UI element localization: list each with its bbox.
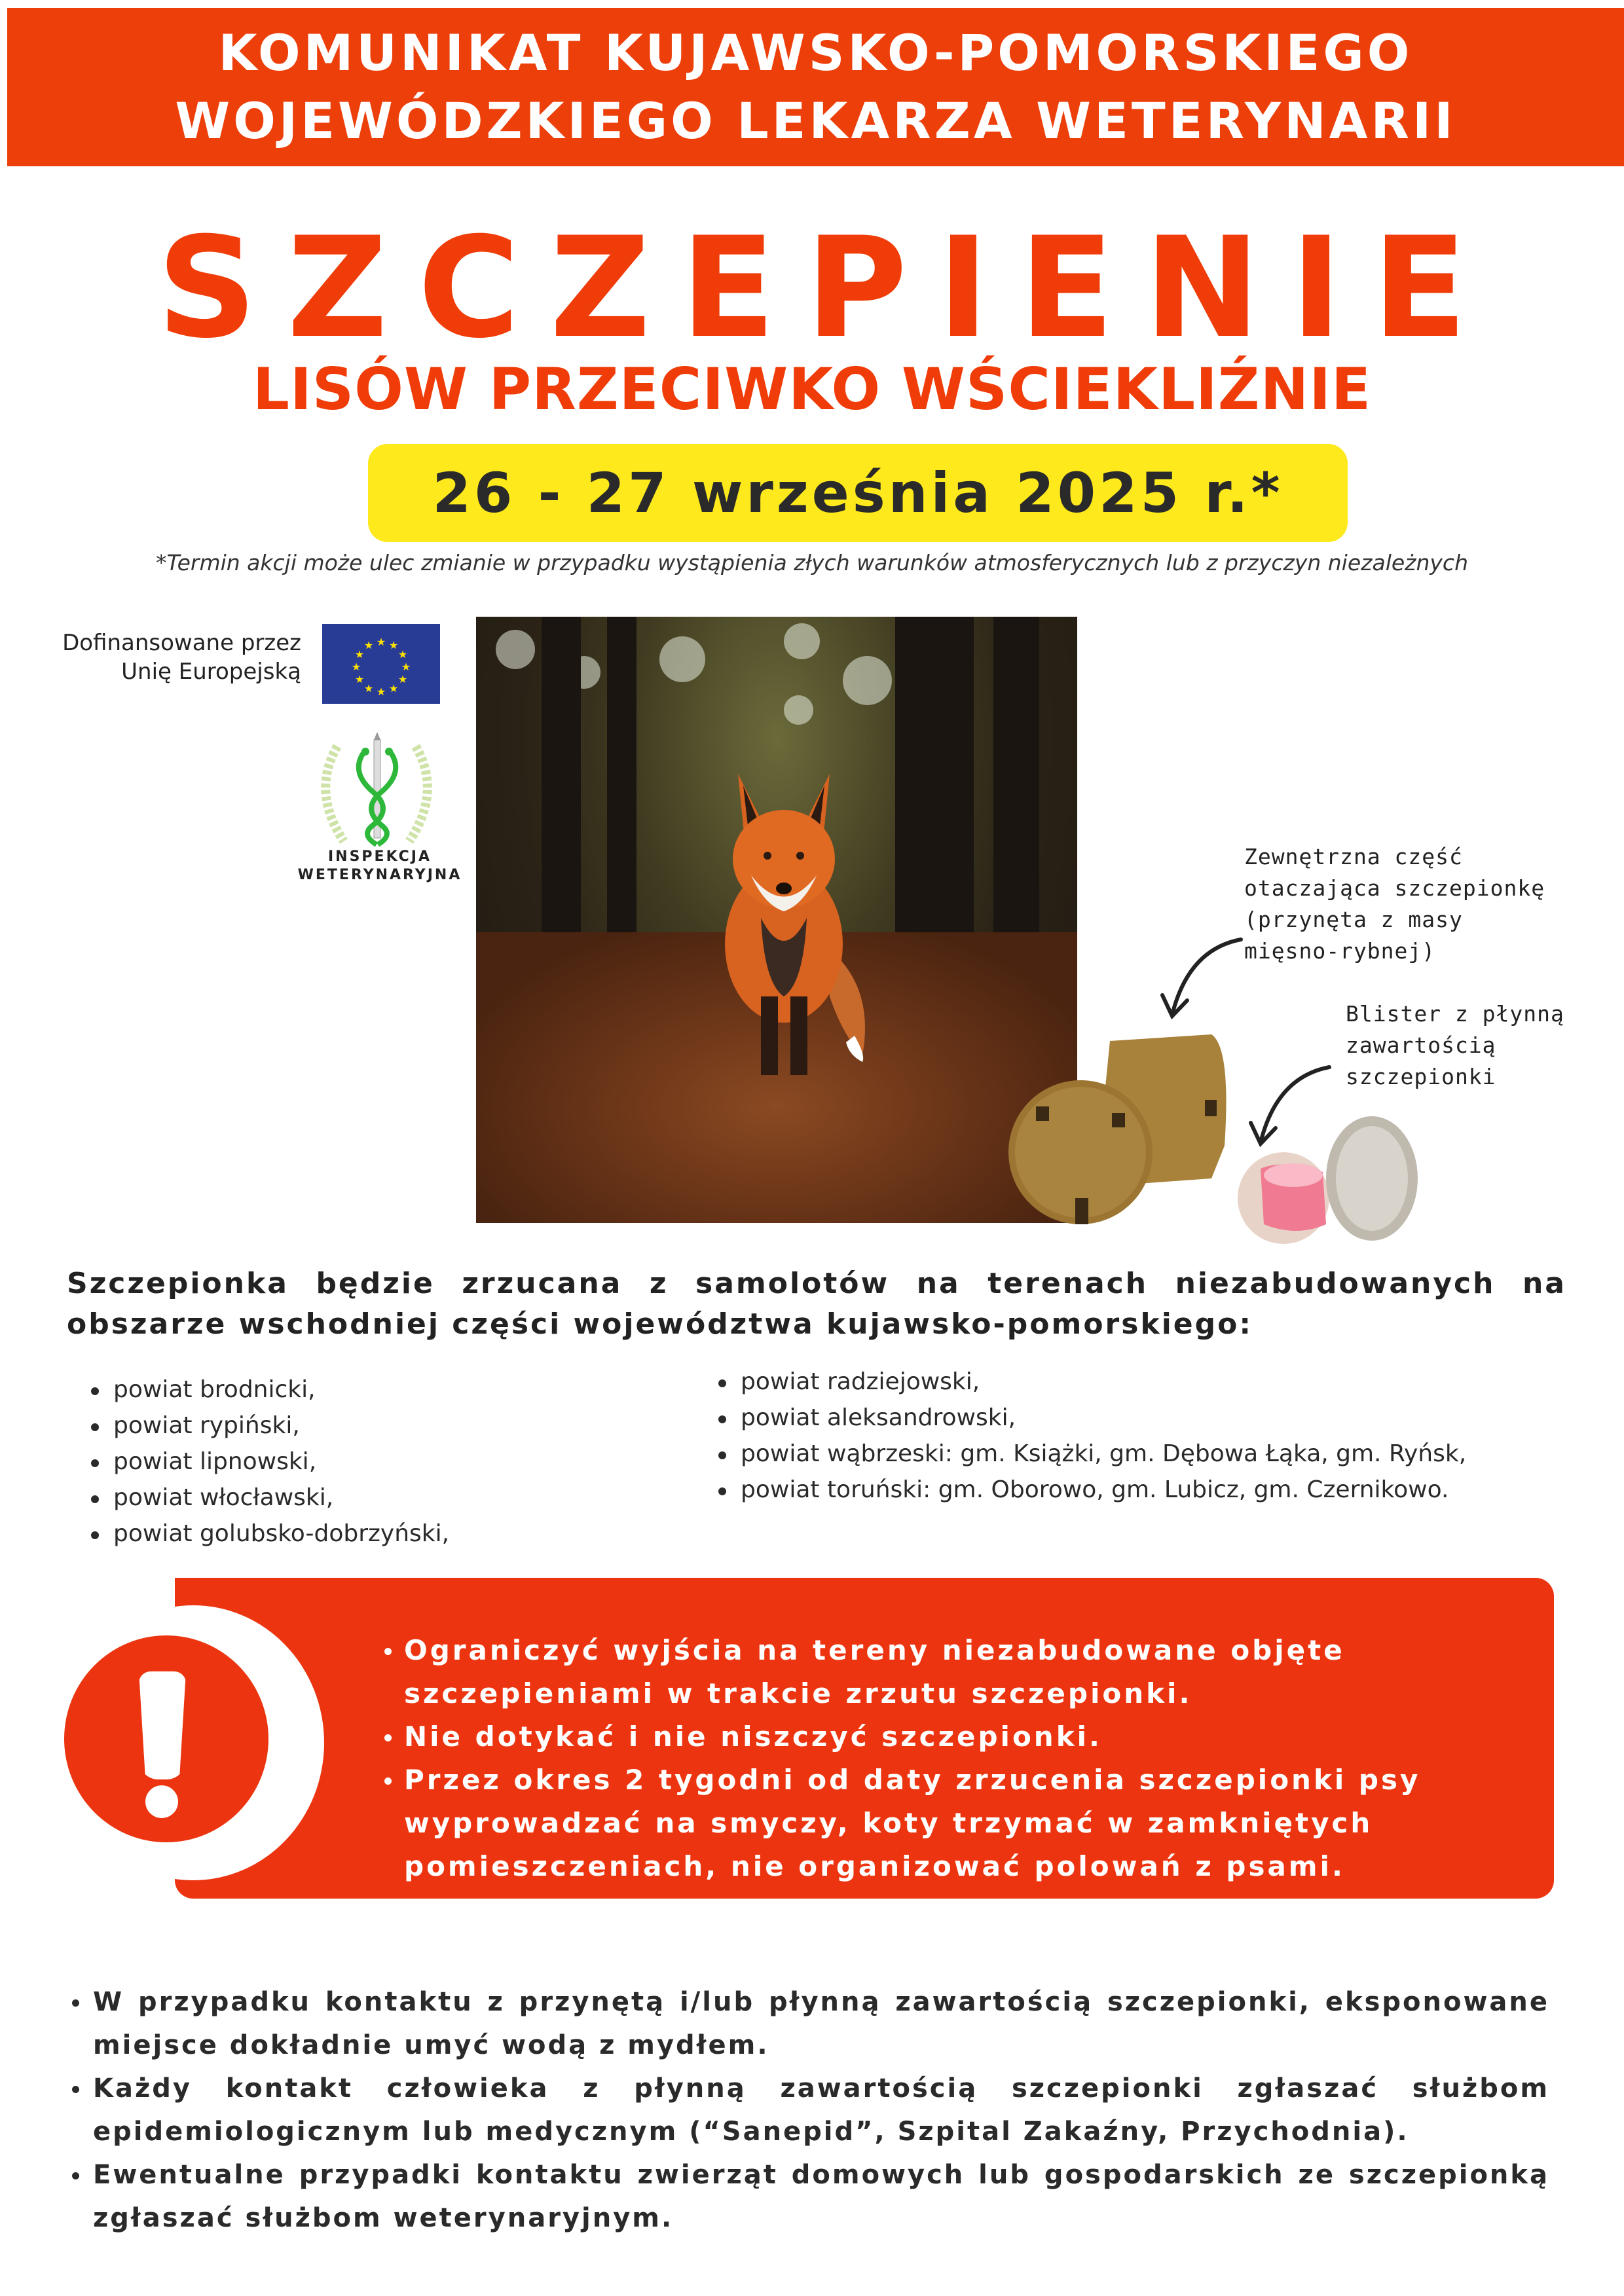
exclamation-bar-icon bbox=[139, 1671, 186, 1779]
bait-annotation-line: Zewnętrzna część bbox=[1244, 844, 1463, 869]
warning-list bbox=[383, 1629, 1529, 1888]
eu-flag-icon: ★ ★ ★ ★ ★ ★ ★ ★ ★ ★ ★ ★ bbox=[322, 624, 440, 704]
district-label: powiat radziejowski, bbox=[741, 1368, 980, 1395]
bullet-icon bbox=[384, 1648, 392, 1655]
contact-instruction-item bbox=[69, 2153, 1549, 2240]
bullet-icon bbox=[718, 1487, 726, 1495]
warning-item bbox=[383, 1758, 1529, 1888]
district-item bbox=[716, 1400, 1466, 1436]
contact-instruction-text: Każdy kontakt człowieka z płynną zawartością szczepionki zgłaszać służbom epidemiologicznym lub medycznym (“Sanepid”, Szpital Zakaźny, Przychodnia). bbox=[93, 2073, 1549, 2147]
veterinary-caduceus-logo-icon bbox=[298, 727, 455, 858]
district-label: powiat wąbrzeski: gm. Książki, gm. Dębowa Łąka, gm. Ryńsk, bbox=[741, 1440, 1467, 1467]
district-item bbox=[88, 1408, 449, 1444]
district-list-left bbox=[88, 1372, 449, 1552]
bullet-icon bbox=[91, 1423, 99, 1431]
eu-funding-line-1: Dofinansowane przez bbox=[62, 630, 301, 656]
blister-arrow-icon bbox=[1244, 1057, 1336, 1156]
main-title: SZCZEPIENIE bbox=[157, 207, 1498, 369]
warning-text: Ograniczyć wyjścia na tereny niezabudowane objęte szczepieniami w trakcie zrzutu szczepionki. bbox=[404, 1634, 1345, 1709]
blister-annotation-line: Blister z płynną bbox=[1346, 1001, 1564, 1027]
district-label: powiat włocławski, bbox=[113, 1484, 334, 1511]
bait-annotation-line: (przynęta z masy bbox=[1244, 907, 1463, 932]
eu-funding-line-2: Unię Europejską bbox=[121, 659, 301, 685]
header-line-2: WOJEWÓDZKIEGO LEKARZA WETERYNARII bbox=[175, 92, 1456, 150]
warning-text: Przez okres 2 tygodni od daty zrzucenia szczepionki psy wyprowadzać na smyczy, koty trzymać w zamkniętych pomieszczeniach, nie organizować polowań z psami. bbox=[404, 1764, 1421, 1882]
vet-label-line-1: INSPEKCJA bbox=[327, 848, 432, 865]
eu-funding-label bbox=[52, 629, 301, 686]
bullet-icon bbox=[72, 2172, 79, 2179]
header-banner bbox=[7, 8, 1624, 166]
contact-instruction-text: W przypadku kontaktu z przynętą i/lub płynną zawartością szczepionki, eksponowane miejsce dokładnie umyć wodą z mydłem. bbox=[93, 1987, 1549, 2060]
fox-figure-icon bbox=[699, 748, 869, 1075]
district-label: powiat toruński: gm. Oborowo, gm. Lubicz, gm. Czernikowo. bbox=[741, 1476, 1449, 1503]
district-item bbox=[88, 1516, 449, 1552]
bullet-icon bbox=[384, 1734, 392, 1741]
district-item bbox=[716, 1436, 1466, 1472]
vet-label-line-2: WETERYNARYJNA bbox=[297, 867, 462, 883]
district-item bbox=[88, 1372, 449, 1408]
warning-item bbox=[383, 1715, 1529, 1758]
warning-item bbox=[383, 1629, 1529, 1715]
district-item bbox=[716, 1472, 1466, 1508]
bait-annotation-line: mięsno-rybnej) bbox=[1244, 938, 1436, 964]
district-list-right bbox=[716, 1364, 1466, 1508]
bullet-icon bbox=[72, 2086, 79, 2093]
header-line-1: KOMUNIKAT KUJAWSKO-POMORSKIEGO bbox=[218, 24, 1413, 82]
blister-annotation-line: szczepionki bbox=[1346, 1064, 1496, 1089]
district-label: powiat aleksandrowski, bbox=[741, 1404, 1016, 1431]
blister-annotation bbox=[1346, 998, 1581, 1093]
contact-instruction-item bbox=[69, 1980, 1549, 2067]
date-badge bbox=[368, 444, 1348, 542]
footnote: *Termin akcji może ulec zmianie w przypadku wystąpienia złych warunków atmosferycznych lub z przyczyn niezależnych bbox=[156, 550, 1468, 575]
district-item bbox=[88, 1480, 449, 1516]
bullet-icon bbox=[718, 1415, 726, 1423]
bullet-icon bbox=[91, 1495, 99, 1503]
bullet-icon bbox=[72, 1999, 79, 2007]
bullet-icon bbox=[91, 1387, 99, 1395]
bullet-icon bbox=[718, 1451, 726, 1459]
bait-annotation bbox=[1244, 841, 1559, 967]
date-text: 26 - 27 września 2025 r.* bbox=[432, 461, 1283, 525]
exclamation-dot-icon bbox=[145, 1785, 178, 1818]
bullet-icon bbox=[91, 1531, 99, 1539]
contact-instructions-list bbox=[69, 1980, 1549, 2240]
drop-area-heading: Szczepionka będzie zrzucana z samolotów na terenach niezabudowanych na obszarze wschodniej części województwa kujawsko-pomorskiego: bbox=[67, 1267, 1566, 1341]
contact-instruction-item bbox=[69, 2067, 1549, 2153]
bait-arrow-icon bbox=[1156, 930, 1247, 1028]
warning-text: Nie dotykać i nie niszczyć szczepionki. bbox=[404, 1721, 1102, 1753]
district-item bbox=[716, 1364, 1466, 1400]
district-label: powiat lipnowski, bbox=[113, 1448, 317, 1475]
veterinary-inspection-label bbox=[282, 848, 478, 884]
bullet-icon bbox=[384, 1777, 392, 1785]
contact-instruction-text: Ewentualne przypadki kontaktu zwierząt domowych lub gospodarskich ze szczepionką zgłaszać służbom weterynaryjnym. bbox=[93, 2160, 1549, 2233]
sub-title: LISÓW PRZECIWKO WŚCIEKLIŹNIE bbox=[252, 355, 1372, 423]
bullet-icon bbox=[91, 1459, 99, 1467]
district-item bbox=[88, 1444, 449, 1480]
bullet-icon bbox=[718, 1379, 726, 1387]
fox-photo bbox=[476, 617, 1077, 1223]
district-label: powiat brodnicki, bbox=[113, 1376, 316, 1403]
district-label: powiat rypiński, bbox=[113, 1412, 300, 1439]
blister-annotation-line: zawartością bbox=[1346, 1032, 1496, 1058]
bait-annotation-line: otaczająca szczepionkę bbox=[1244, 875, 1545, 901]
district-label: powiat golubsko-dobrzyński, bbox=[113, 1520, 450, 1547]
